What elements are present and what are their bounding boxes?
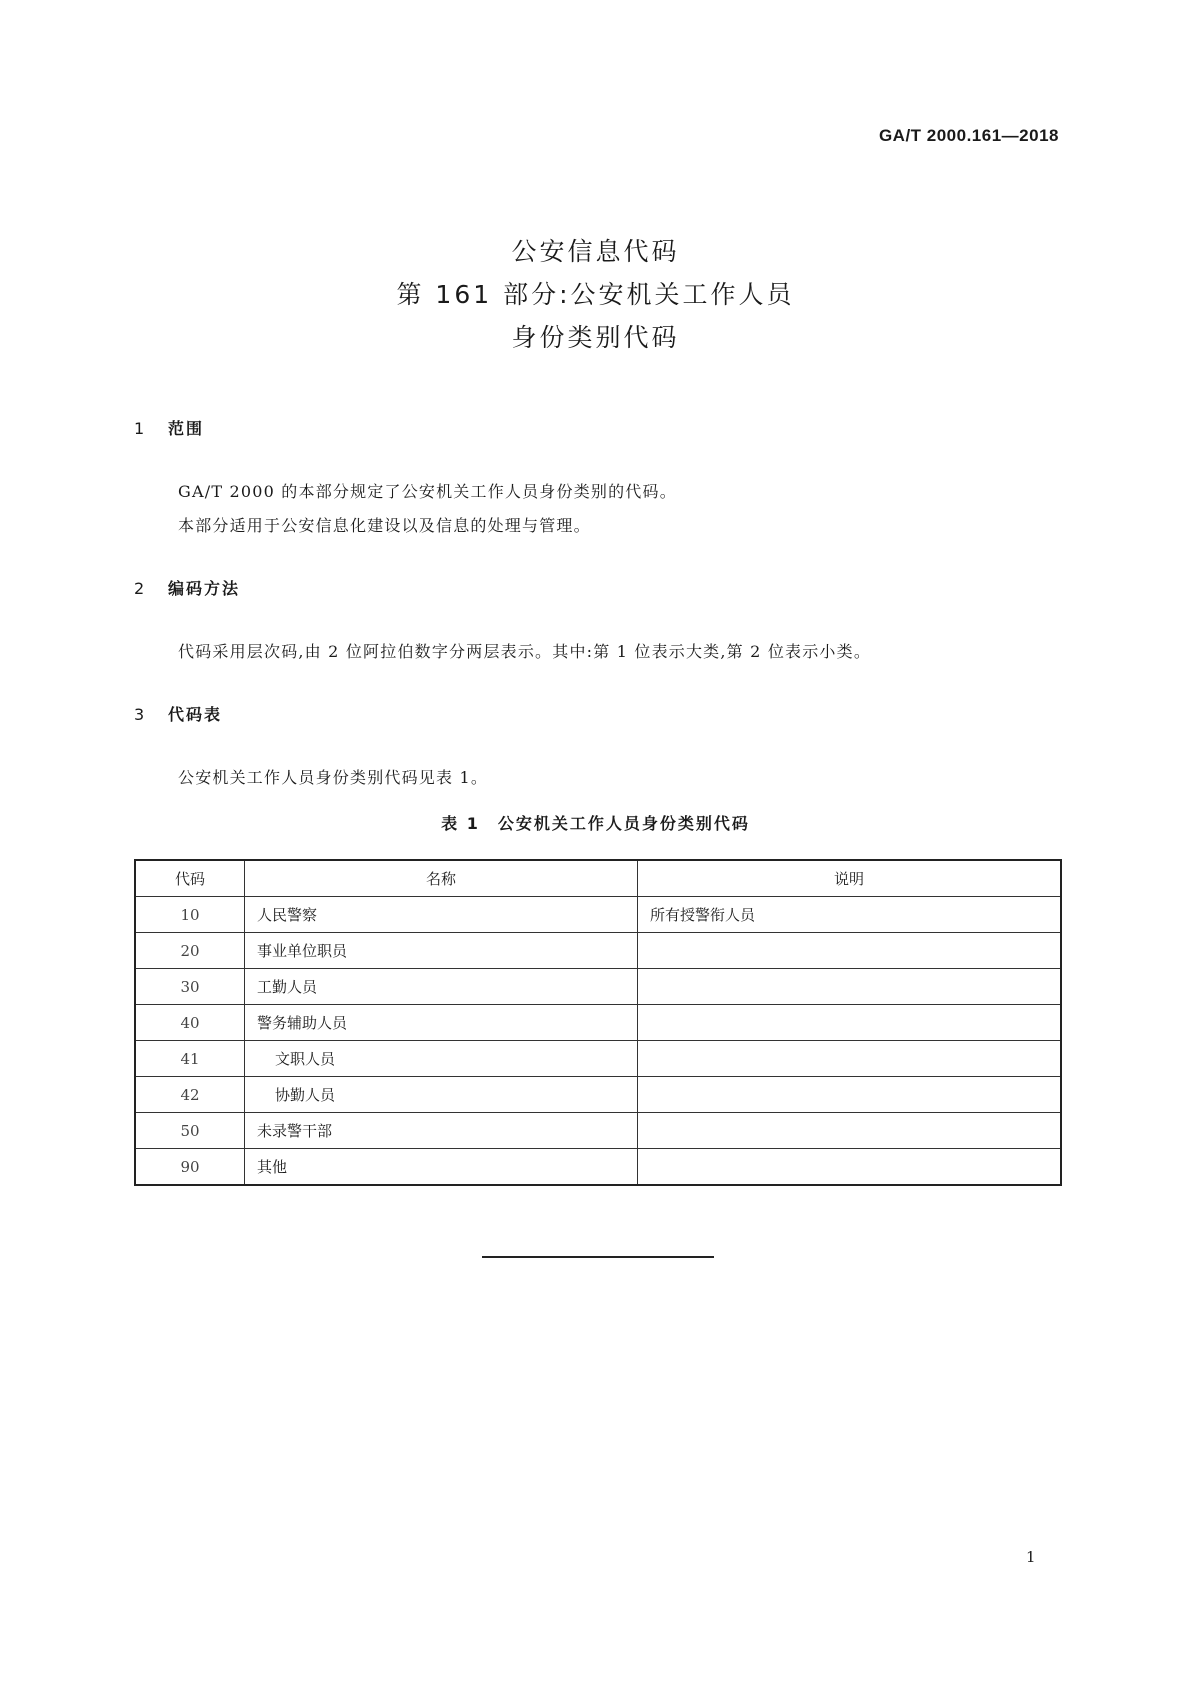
table-row	[135, 969, 1061, 1005]
cell-name: 人民警察	[245, 897, 638, 933]
cell-code: 40	[135, 1005, 245, 1041]
doc-title-line3: 身份类别代码	[511, 323, 680, 352]
table-row	[135, 1005, 1061, 1041]
section-1-heading	[134, 416, 204, 439]
cell-code: 42	[135, 1077, 245, 1113]
standard-code: GA/T 2000.161—2018	[878, 126, 1059, 145]
doc-title-line1: 公安信息代码	[511, 237, 680, 266]
section-title: 代码表	[168, 705, 223, 724]
cell-name: 警务辅助人员	[245, 1005, 638, 1041]
section-1-paragraph-2: 本部分适用于公安信息化建设以及信息的处理与管理。	[178, 516, 591, 535]
page-number: 1	[1026, 1548, 1036, 1566]
cell-name: 其他	[245, 1149, 638, 1186]
section-title: 范围	[168, 419, 205, 438]
cell-code: 30	[135, 969, 245, 1005]
table-row	[135, 897, 1061, 933]
cell-code: 20	[135, 933, 245, 969]
cell-name: 协勤人员	[245, 1077, 638, 1113]
header-desc: 说明	[638, 860, 1062, 897]
section-number: 3	[134, 705, 147, 724]
cell-desc	[638, 933, 1062, 969]
cell-name: 未录警干部	[245, 1113, 638, 1149]
section-3-paragraph-1: 公安机关工作人员身份类别代码见表 1。	[178, 768, 489, 787]
cell-desc	[638, 1149, 1062, 1186]
header-name: 名称	[245, 860, 638, 897]
table-row	[135, 1077, 1061, 1113]
cell-code: 41	[135, 1041, 245, 1077]
cell-name: 事业单位职员	[245, 933, 638, 969]
section-2-heading	[134, 576, 240, 599]
section-number: 1	[134, 419, 147, 438]
section-1-paragraph-1: GA/T 2000 的本部分规定了公安机关工作人员身份类别的代码。	[178, 482, 677, 501]
table-header-row	[135, 860, 1061, 897]
table-caption: 表 1 公安机关工作人员身份类别代码	[441, 814, 750, 833]
section-title: 编码方法	[168, 579, 241, 598]
cell-code: 10	[135, 897, 245, 933]
cell-desc	[638, 1113, 1062, 1149]
cell-desc	[638, 1077, 1062, 1113]
end-of-document-rule	[482, 1256, 714, 1258]
section-number: 2	[134, 579, 147, 598]
doc-title-line2: 第 161 部分:公安机关工作人员	[396, 280, 795, 309]
cell-code: 50	[135, 1113, 245, 1149]
table-row	[135, 1113, 1061, 1149]
cell-code: 90	[135, 1149, 245, 1186]
table-row	[135, 933, 1061, 969]
section-3-heading	[134, 702, 222, 725]
section-2-paragraph-1: 代码采用层次码,由 2 位阿拉伯数字分两层表示。其中:第 1 位表示大类,第 2 位表示小类。	[178, 642, 872, 661]
table-row	[135, 1041, 1061, 1077]
cell-desc	[638, 1041, 1062, 1077]
identity-code-table	[134, 859, 1062, 1186]
cell-desc	[638, 969, 1062, 1005]
header-code: 代码	[135, 860, 245, 897]
cell-name: 文职人员	[245, 1041, 638, 1077]
cell-desc	[638, 1005, 1062, 1041]
cell-name: 工勤人员	[245, 969, 638, 1005]
table-row	[135, 1149, 1061, 1186]
cell-desc: 所有授警衔人员	[638, 897, 1062, 933]
